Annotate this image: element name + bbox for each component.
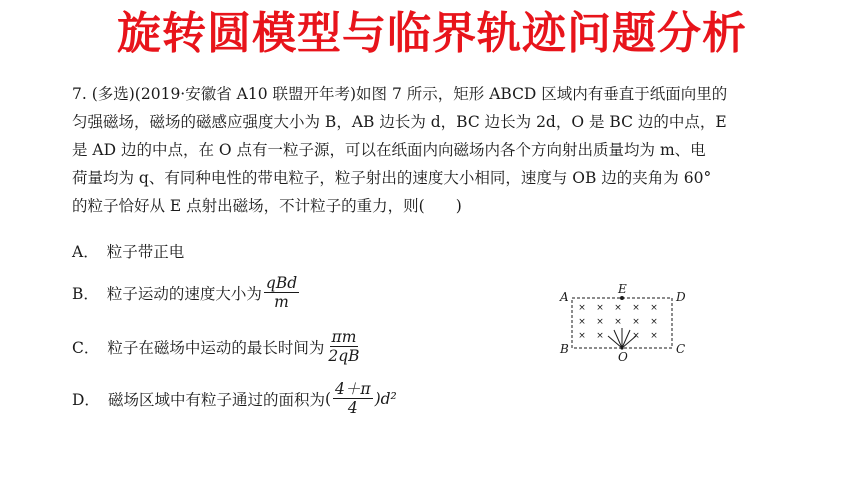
field-crosses [578, 303, 658, 341]
field-cross-symbol: × [650, 331, 658, 341]
field-cross-symbol: × [578, 303, 586, 313]
magnetic-field-diagram [556, 284, 696, 370]
fraction [326, 328, 361, 365]
question-line: 是 AD 边的中点，在 O 点有一粒子源，可以在纸面内向磁场内各个方向射出质量均为 m、电 [72, 141, 706, 159]
field-cross-symbol: × [632, 331, 640, 341]
label-o: O [618, 350, 628, 364]
close-paren-d-squared: )d² [374, 389, 397, 408]
option-letter: C． [72, 338, 100, 357]
option-text: 磁场区域中有粒子通过的面积为 [107, 390, 325, 409]
parenthesized-fraction [325, 380, 397, 417]
label-d: D [676, 290, 686, 304]
fraction-denominator: m [274, 293, 289, 311]
option-a[interactable] [72, 240, 184, 262]
question-line: 7. (多选)(2019·安徽省 A10 联盟开年考)如图 7 所示，矩形 ABCD 区域内有垂直于纸面向里的 [72, 85, 728, 103]
question-text [72, 80, 812, 220]
fraction-numerator: 4＋π [335, 380, 371, 398]
fraction-numerator: qBd [265, 274, 298, 292]
field-cross-symbol: × [614, 303, 622, 313]
question-line: 的粒子恰好从 E 点射出磁场，不计粒子的重力，则( ) [72, 197, 462, 215]
option-text: 粒子运动的速度大小为 [106, 284, 262, 303]
fraction-denominator: 2qB [328, 347, 360, 365]
velocity-arrow [614, 330, 622, 348]
field-cross-symbol: × [596, 303, 604, 313]
field-cross-symbol: × [578, 331, 586, 341]
fraction [333, 380, 373, 417]
open-paren: ( [324, 389, 332, 408]
question-line: 荷量均为 q、有同种电性的带电粒子，粒子射出的速度大小相同，速度与 OB 边的夹角为 60° [72, 169, 712, 187]
field-cross-symbol: × [614, 317, 622, 327]
field-cross-symbol: × [596, 317, 604, 327]
option-b[interactable] [72, 274, 301, 311]
field-cross-symbol: × [596, 331, 604, 341]
label-a: A [560, 290, 569, 304]
fraction-numerator: πm [331, 328, 357, 346]
field-cross-symbol: × [650, 303, 658, 313]
page-title: 旋转圆模型与临界轨迹问题分析 [117, 8, 747, 59]
label-e: E [618, 282, 627, 296]
fraction-denominator: 4 [347, 399, 358, 417]
label-c: C [676, 342, 686, 356]
velocity-arrow [608, 336, 622, 348]
option-c[interactable] [72, 328, 364, 365]
option-d[interactable] [72, 380, 397, 417]
field-cross-symbol: × [578, 317, 586, 327]
option-letter: A． [72, 243, 99, 261]
option-letter: D． [72, 390, 100, 409]
label-b: B [560, 342, 569, 356]
fraction [264, 274, 299, 311]
field-cross-symbol: × [632, 303, 640, 313]
option-letter: B． [72, 284, 99, 303]
option-text: 粒子带正电 [106, 243, 185, 261]
point-e-dot [620, 296, 624, 300]
field-cross-symbol: × [632, 317, 640, 327]
velocity-arrow [622, 336, 636, 348]
option-text: 粒子在磁场中运动的最长时间为 [107, 338, 325, 357]
velocity-arrow [622, 330, 630, 348]
question-line: 匀强磁场，磁场的磁感应强度大小为 B，AB 边长为 d，BC 边长为 2d，O 是 BC 边的中点，E [72, 113, 727, 131]
field-cross-symbol: × [650, 317, 658, 327]
